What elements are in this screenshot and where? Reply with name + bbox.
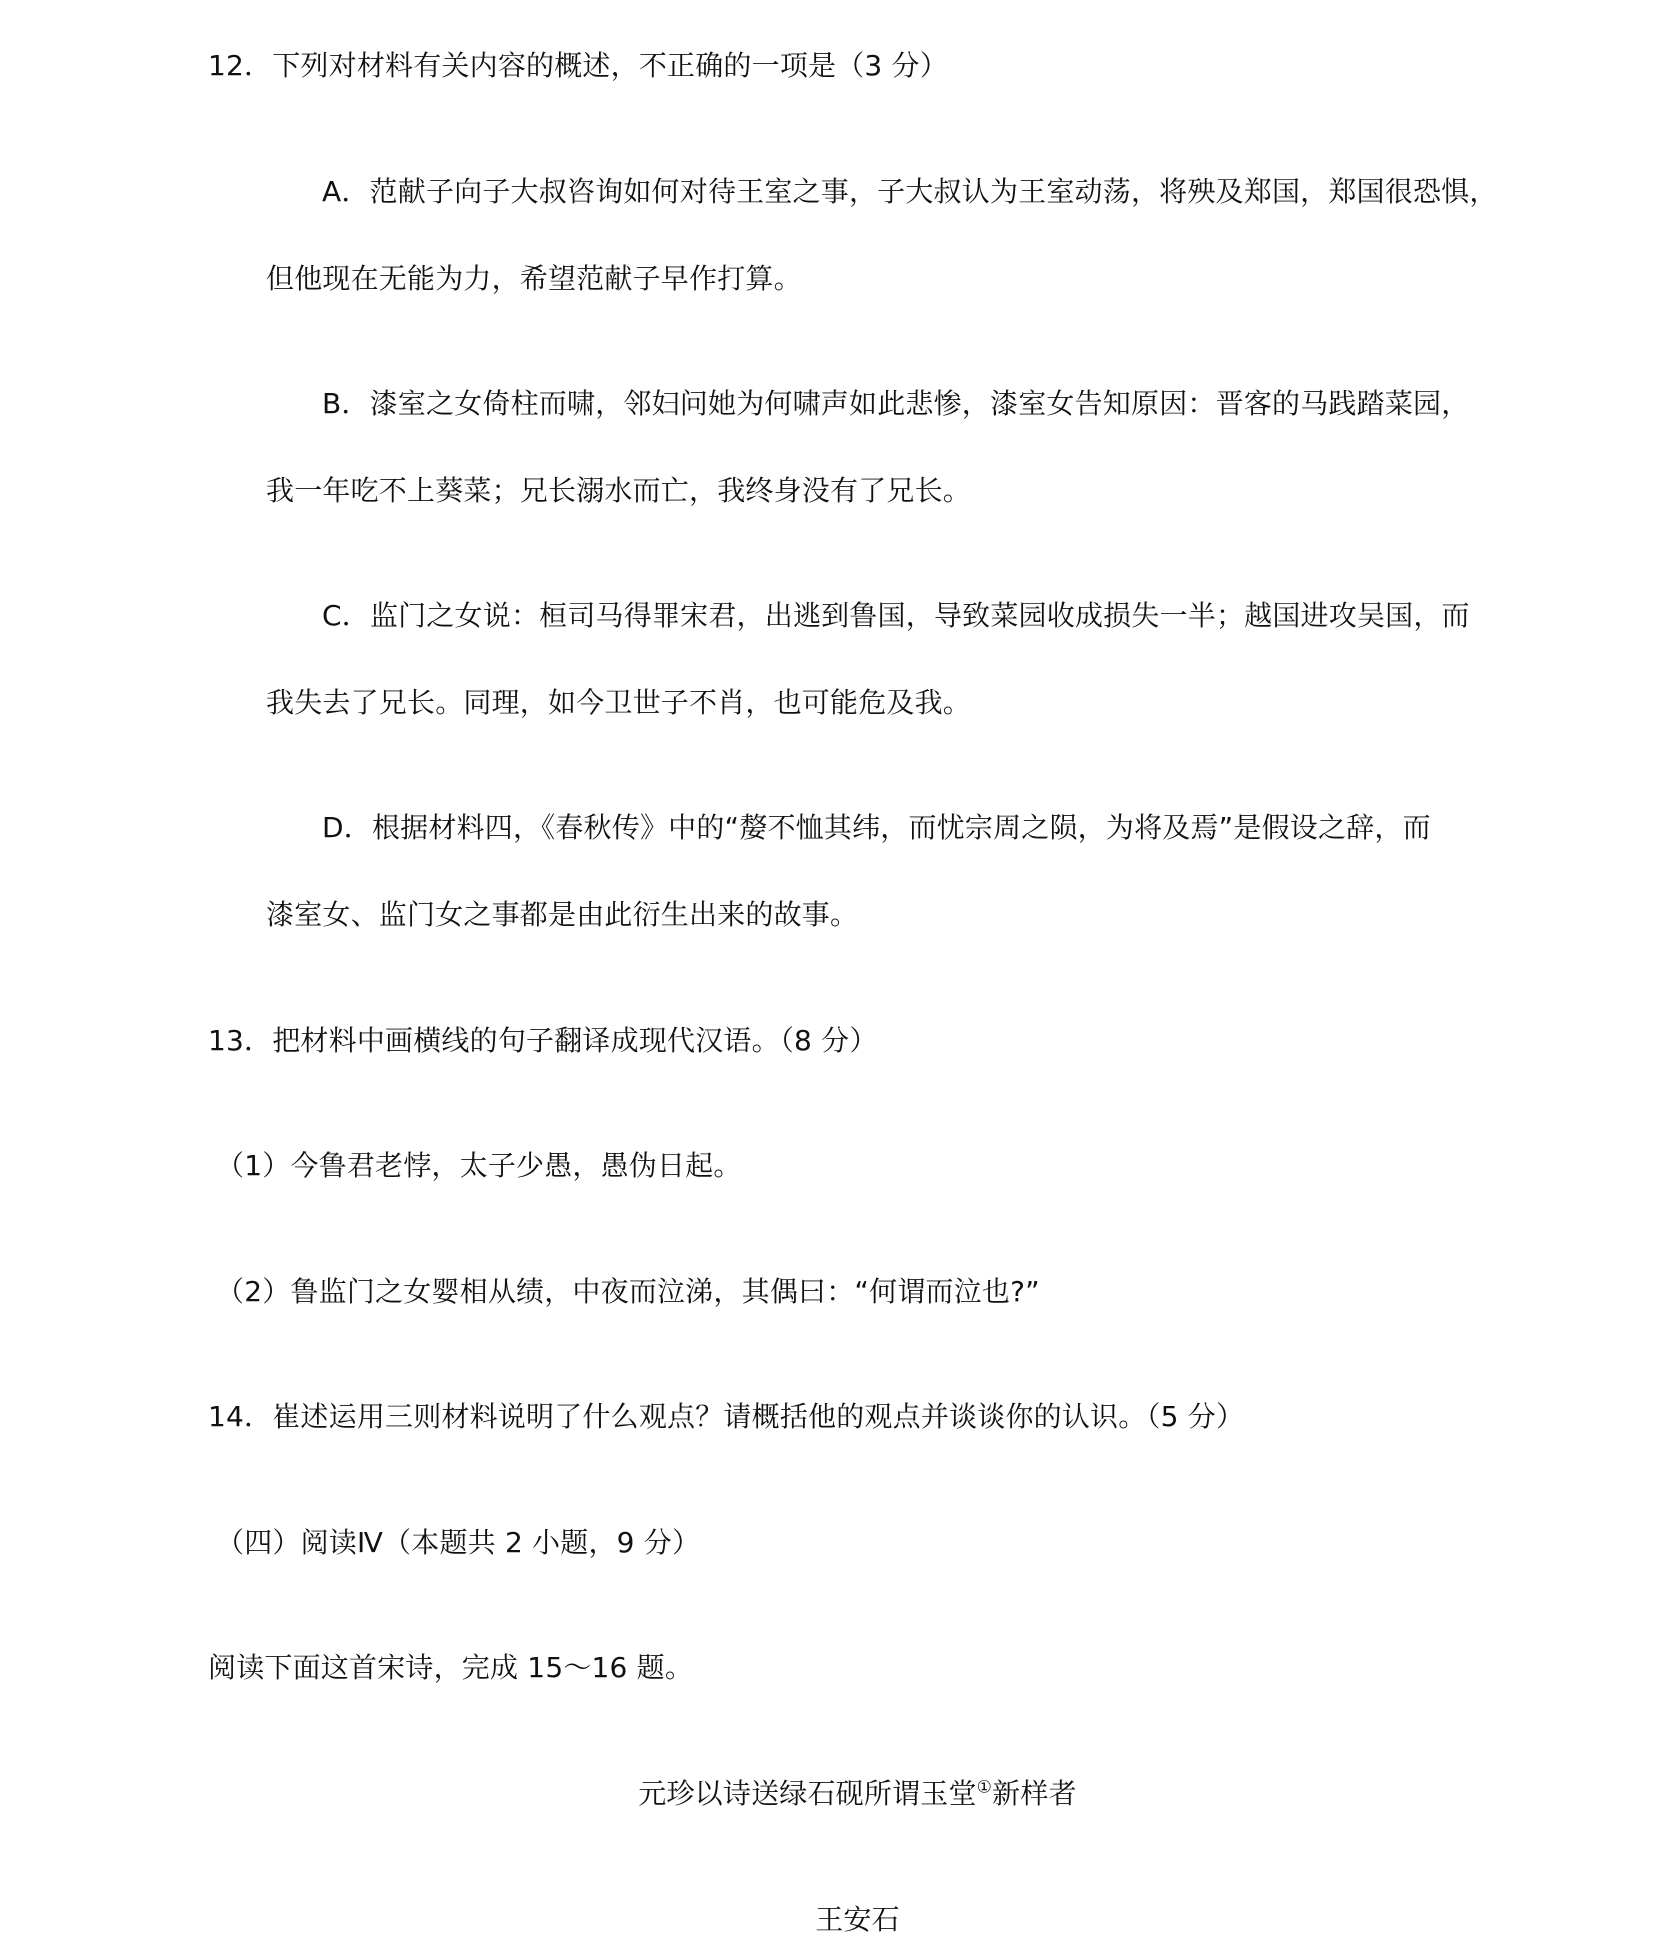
section4-heading: （四）阅读Ⅳ（本题共 2 小题，9 分） [216, 1526, 701, 1559]
poem-author: 王安石 [815, 1903, 900, 1936]
q12-option-d-line1: D．根据材料四，《春秋传》中的“嫠不恤其纬，而忧宗周之陨，为将及焉”是假设之辞，而 [322, 811, 1431, 844]
q12-option-d-line2: 漆室女、监门女之事都是由此衍生出来的故事。 [266, 898, 859, 931]
q13-sentence-1: （1）今鲁君老悖，太子少愚，愚伪日起。 [216, 1149, 742, 1182]
q14-stem: 14．崔述运用三则材料说明了什么观点？请概括他的观点并谈谈你的认识。（5 分） [208, 1400, 1245, 1433]
q12-option-a-line1: A．范献子向子大叔咨询如何对待王室之事，子大叔认为王室动荡，将殃及郑国，郑国很恐惧， [322, 175, 1498, 208]
poem-title-tail: 新样者 [992, 1777, 1077, 1810]
section4-instruction: 阅读下面这首宋诗，完成 15～16 题。 [208, 1651, 694, 1684]
poem-footnote-mark: ① [976, 1777, 993, 1798]
q12-stem: 12．下列对材料有关内容的概述，不正确的一项是（3 分） [208, 49, 948, 82]
q12-option-b-line2: 我一年吃不上葵菜；兄长溺水而亡，我终身没有了兄长。 [266, 474, 972, 507]
poem-title-text: 元珍以诗送绿石砚所谓玉堂 [638, 1777, 977, 1810]
poem-title [0, 1776, 1654, 1812]
q13-stem: 13．把材料中画横线的句子翻译成现代汉语。（8 分） [208, 1024, 878, 1057]
q12-option-c-line2: 我失去了兄长。同理，如今卫世子不肖，也可能危及我。 [266, 686, 972, 719]
q12-option-a-line2: 但他现在无能为力，希望范献子早作打算。 [266, 262, 802, 295]
q12-option-c-line1: C．监门之女说：桓司马得罪宋君，出逃到鲁国，导致菜园收成损失一半；越国进攻吴国，而 [322, 599, 1470, 632]
q12-option-b-line1: B．漆室之女倚柱而啸，邻妇问她为何啸声如此悲惨，漆室女告知原因：晋客的马践踏菜园， [322, 387, 1470, 420]
q13-sentence-2: （2）鲁监门之女婴相从绩，中夜而泣涕，其偶曰：“何谓而泣也?” [216, 1275, 1040, 1308]
